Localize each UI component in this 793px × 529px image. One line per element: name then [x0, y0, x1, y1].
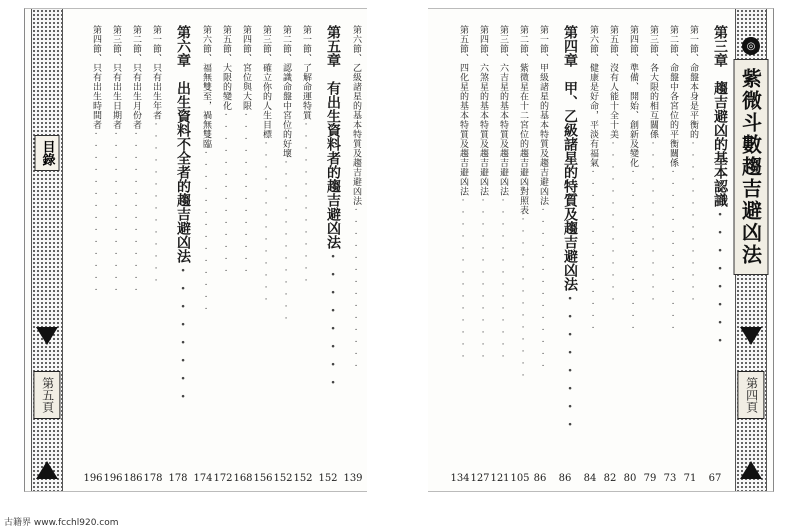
- toc-entry-title: 第四節、準備、開始、創新及變化: [628, 25, 638, 168]
- toc-entry-title: 第六節、福無雙至，禍無雙臨: [201, 25, 211, 149]
- toc-leader-dots: ··············: [301, 120, 311, 288]
- toc-leader-dots: ········: [712, 207, 728, 351]
- toc-leader-dots: ··············: [281, 158, 291, 326]
- toc-entry-title: 第四節、只有出生時間者: [91, 25, 101, 130]
- toc-leader-dots: ··············: [668, 167, 678, 336]
- toc-leader-dots: ··············: [201, 148, 211, 317]
- toc-leader-dots: ··············: [648, 139, 658, 307]
- toc-entry: [490, 25, 510, 455]
- toc-leader-dots: ········: [562, 291, 578, 435]
- toc-entry: [253, 25, 273, 455]
- toc-page-number: 80: [623, 473, 637, 484]
- right-side-band: [735, 9, 767, 491]
- toc-entry: [580, 25, 600, 455]
- toc-page-number: 152: [273, 473, 293, 484]
- toc-page-number: 139: [343, 473, 363, 484]
- toc-entry: [233, 25, 253, 455]
- toc-entry-title: 第五節、沒有人能十全十美: [608, 25, 618, 139]
- toc-page-number: 186: [123, 473, 143, 484]
- toc-leader-dots: ··············: [241, 110, 251, 279]
- down-triangle-icon: [36, 327, 58, 345]
- right-page: [428, 8, 774, 492]
- toc-leader-dots: ··············: [151, 120, 161, 288]
- book-title: 紫微斗數趨吉避凶法: [734, 59, 769, 275]
- left-page-number-label: 第五頁: [33, 371, 60, 419]
- toc-entry-title: 第四節、宮位與大限: [241, 25, 251, 111]
- toc-leader-dots: ··············: [458, 196, 468, 364]
- up-triangle-icon: [740, 461, 762, 479]
- toc-entry-title: 第三節、各大限的相互關係: [648, 25, 658, 139]
- down-triangle-icon: [740, 327, 762, 345]
- toc-page-number: 174: [193, 473, 213, 484]
- toc-entry-title: 第三節、確立你的人生目標: [261, 25, 271, 139]
- toc-leader-dots: ··············: [478, 196, 488, 364]
- toc-leader-dots: ··············: [498, 196, 508, 364]
- toc-entry: [680, 25, 700, 455]
- toc-entry-title: 第五章 有出生資料者的趨吉避凶法: [325, 25, 341, 249]
- toc-entry: [83, 25, 103, 455]
- title-badge-icon: ◎: [742, 37, 760, 55]
- toc-page-number: 152: [293, 473, 313, 484]
- toc-entry-title: 第一節、只有出生年者: [151, 25, 161, 120]
- toc-entry: [193, 25, 213, 455]
- toc-entry: [103, 25, 123, 455]
- toc-page-number: 71: [683, 473, 697, 484]
- toc-entry: [470, 25, 490, 455]
- left-page: [24, 8, 367, 492]
- toc-leader-dots: ··············: [261, 139, 271, 307]
- toc-leader-dots: ··············: [608, 139, 618, 307]
- toc-leader-dots: ··············: [111, 129, 121, 298]
- toc-entry: [143, 25, 163, 455]
- toc-entry-title: 第六節、乙級諸星的基本特質及趨吉避凶法: [351, 25, 361, 206]
- toc-entry: [293, 25, 313, 455]
- toc-entry-title: 第一節、命盤本身是平衡的: [688, 25, 698, 139]
- toc-entry: [213, 25, 233, 455]
- toc-entry: [123, 25, 143, 455]
- toc-page-number: 178: [143, 473, 163, 484]
- toc-entry: [450, 25, 470, 455]
- toc-page-number: 67: [708, 473, 722, 484]
- toc-page-number: 86: [533, 473, 547, 484]
- toc-page-number: 86: [558, 473, 572, 484]
- toc-page-number: 196: [83, 473, 103, 484]
- toc-leader-dots: ··············: [518, 215, 528, 383]
- toc-page-number: 168: [233, 473, 253, 484]
- toc-page-number: 82: [603, 473, 617, 484]
- toc-page-number: 152: [318, 473, 338, 484]
- toc-chapter-heading: [700, 25, 730, 455]
- toc-page-number: 196: [103, 473, 123, 484]
- toc-label: 目錄: [35, 135, 60, 171]
- toc-entry-title: 第二節、只有出生月份者: [131, 25, 141, 130]
- toc-page-number: 73: [663, 473, 677, 484]
- toc-chapter-heading: [313, 25, 343, 455]
- toc-chapter-heading: [550, 25, 580, 455]
- toc-leader-dots: ··············: [351, 205, 361, 374]
- toc-page-number: 121: [490, 473, 510, 484]
- toc-leader-dots: ··············: [131, 129, 141, 298]
- toc-leader-dots: ··············: [588, 167, 598, 336]
- toc-leader-dots: ··············: [91, 129, 101, 298]
- toc-entry-title: 第六節、健康是好命，平淡有福氣: [588, 25, 598, 168]
- toc-entry: [620, 25, 640, 455]
- toc-entry: [273, 25, 293, 455]
- toc-page-number: 172: [213, 473, 233, 484]
- toc-leader-dots: ··············: [221, 110, 231, 279]
- toc-entry: [660, 25, 680, 455]
- toc-leader-dots: ········: [175, 263, 191, 407]
- right-page-number-label: 第四頁: [737, 371, 764, 419]
- toc-page-number: 84: [583, 473, 597, 484]
- toc-entry: [343, 25, 363, 455]
- toc-page-number: 105: [510, 473, 530, 484]
- toc-leader-dots: ··············: [538, 205, 548, 374]
- toc-entry-title: 第五節、大限的變化: [221, 25, 231, 111]
- toc-page-number: 127: [470, 473, 490, 484]
- toc-entry-title: 第二節、認識命盤中宮位的好壞: [281, 25, 291, 158]
- toc-entry-title: 第四章 甲、乙級諸星的特質及趨吉避凶法: [562, 25, 578, 291]
- toc-entry-title: 第二節、命盤中各宮位的平衡關係: [668, 25, 678, 168]
- toc-entry-title: 第一節、了解命運特質: [301, 25, 311, 120]
- left-side-band: [31, 9, 63, 491]
- toc-entry: [640, 25, 660, 455]
- toc-chapter-heading: [163, 25, 193, 455]
- toc-entry: [600, 25, 620, 455]
- toc-entry-title: 第三章 趨吉避凶的基本認識: [712, 25, 728, 207]
- toc-leader-dots: ··············: [628, 167, 638, 336]
- toc-entry-title: 第五節、四化星的基本特質及趨吉避凶法: [458, 25, 468, 196]
- toc-page-number: 79: [643, 473, 657, 484]
- toc-entry-title: 第三節、六吉星的基本特質及趨吉避凶法: [498, 25, 508, 196]
- toc-entry: [530, 25, 550, 455]
- watermark: 古籍界 www.fcchl920.com: [4, 518, 119, 528]
- toc-page-number: 178: [168, 473, 188, 484]
- toc-leader-dots: ········: [325, 249, 341, 393]
- toc-entry-title: 第三節、只有出生日期者: [111, 25, 121, 130]
- toc-entry-title: 第二節、紫微星在十二宮位的趨吉避凶對照表: [518, 25, 528, 215]
- toc-entry: [510, 25, 530, 455]
- toc-page-number: 134: [450, 473, 470, 484]
- toc-entry-title: 第六章 出生資料不全者的趨吉避凶法: [175, 25, 191, 263]
- toc-page-number: 156: [253, 473, 273, 484]
- toc-entry-title: 第四節、六煞星的基本特質及趨吉避凶法: [478, 25, 488, 196]
- toc-entry-title: 第一節、甲級諸星的基本特質及趨吉避凶法: [538, 25, 548, 206]
- toc-leader-dots: ··············: [688, 139, 698, 307]
- up-triangle-icon: [36, 461, 58, 479]
